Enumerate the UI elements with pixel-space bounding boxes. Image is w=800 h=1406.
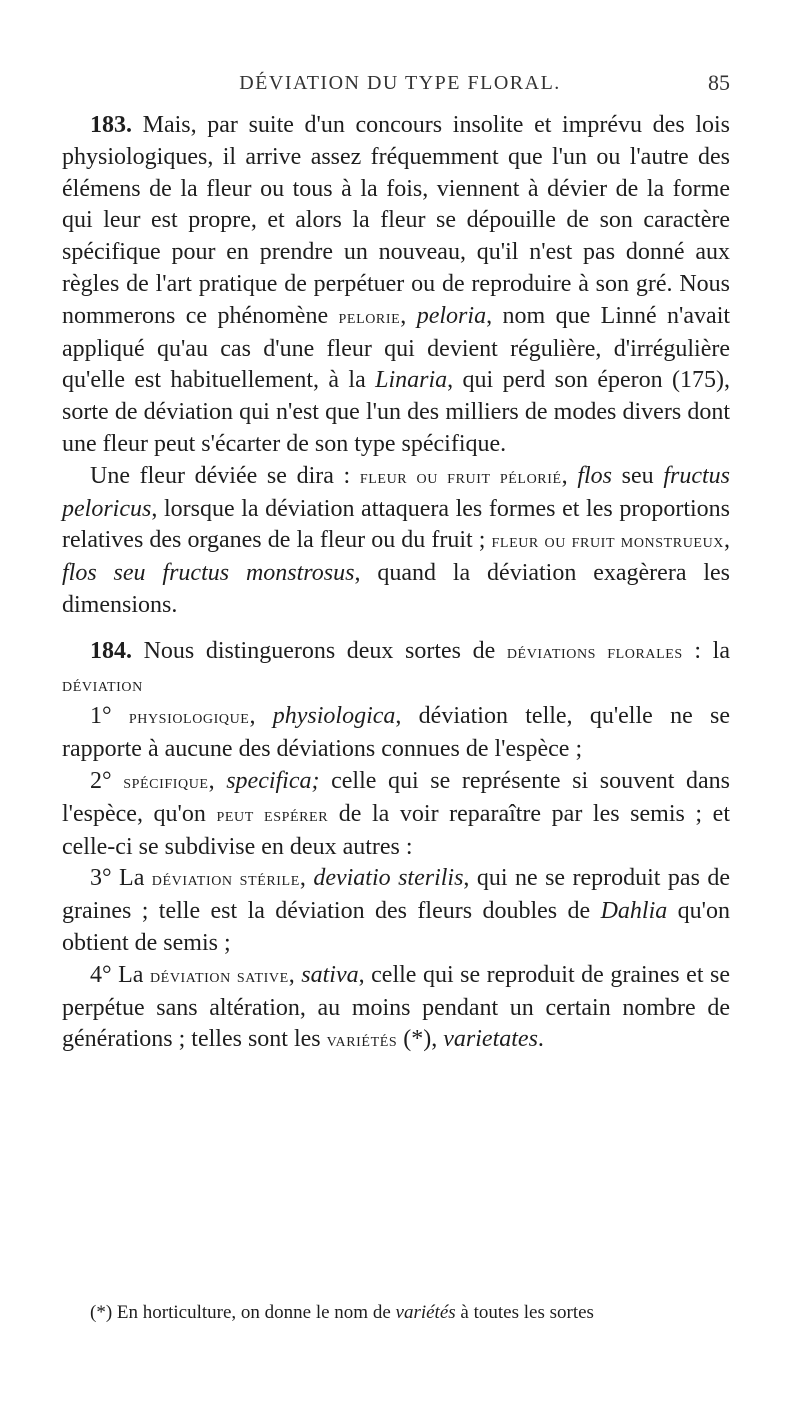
footnote <box>62 1300 742 1326</box>
text-run: (*), <box>397 1026 444 1053</box>
text-run: , <box>299 865 314 892</box>
text-run: , quand la déviation exagèrera les dimensions. <box>62 560 730 618</box>
running-title: DÉVIATION DU TYPE FLORAL. <box>239 72 561 94</box>
list-item-1 <box>62 701 730 766</box>
paragraph-184 <box>62 636 730 702</box>
text-run: . <box>537 1026 544 1053</box>
text-run: (*) En horticulture, on donne le nom de <box>90 1302 396 1323</box>
text-run: Mais, par suite d'un concours insolite et imprévu des lois physiologiques, il arrive assez fréquemment que l'un ou l'autre des élémens de la fleur ou tous à la fois, viennent à dévier de la forme qui leur est propre, et alors la fleur se dépouille de son caractère spécifique pour en prendre un nouveau, qu'il n'est pas donné aux règles de l'art pratique de perpétuer ou de reproduire à son gré. Nous nommerons ce phénomène <box>62 112 730 329</box>
text-run: 2° <box>90 767 124 794</box>
text-run: , <box>249 703 273 730</box>
text-run: de la voir reparaître par les semis ; et celle-ci se subdivise en deux autres : <box>62 800 731 860</box>
term-small-caps: peut espérer <box>216 803 329 826</box>
text-run: Une fleur déviée se dira : <box>90 462 360 489</box>
term-small-caps: déviation sative <box>149 964 289 987</box>
term-small-caps: déviations florales <box>506 640 683 663</box>
text-run: : la <box>682 637 730 664</box>
text-run: , <box>208 767 227 794</box>
paragraph-183 <box>62 110 730 461</box>
text-run: 3° La <box>90 865 152 892</box>
term-italic: sativa <box>301 961 359 988</box>
page-header <box>0 64 800 104</box>
list-item-2 <box>62 766 730 863</box>
text-run: Nous distinguerons deux sortes de <box>132 637 507 664</box>
paragraph-number: 184. <box>90 637 132 664</box>
text-run: , nom que Linné n'avait appliqué qu'au cas d'une fleur qui devient régulière, d'irrégulière qu'elle est habituellement, à la <box>62 302 731 394</box>
term-italic: deviatio sterilis <box>313 865 464 892</box>
term-small-caps: variétés <box>326 1029 398 1052</box>
term-italic: fructus peloricus <box>62 462 731 522</box>
text-run: 1° <box>90 703 129 730</box>
text-run: qu'on obtient de semis ; <box>62 898 730 956</box>
text-run: 4° La <box>90 961 150 988</box>
term-italic: varietates <box>443 1026 538 1053</box>
term-small-caps: fleur ou fruit pélorié <box>359 465 562 488</box>
text-run: , <box>288 961 302 988</box>
text-run: , lorsque la déviation attaquera les formes et les proportions relatives des organes de la fleur ou du fruit ; <box>62 495 730 554</box>
text-run: celle qui se représente si souvent dans l'espèce, qu'on <box>62 767 731 827</box>
term-italic: Dahlia <box>600 898 668 925</box>
term-italic: specifica; <box>226 767 320 794</box>
term-small-caps: physiologique <box>128 706 250 729</box>
term-italic: flos <box>577 462 613 489</box>
text-run: , qui ne se reproduit pas de graines ; telle est la déviation des fleurs doubles de <box>62 865 731 925</box>
term-small-caps: spécifique <box>123 770 209 793</box>
text-run: , <box>561 462 578 489</box>
term-italic: Linaria <box>375 367 448 394</box>
footnote-text <box>62 1300 742 1326</box>
term-small-caps: déviation stérile <box>151 868 300 891</box>
page-number: 85 <box>708 70 730 95</box>
paragraph-definition <box>62 461 730 622</box>
list-item-3 <box>62 863 730 959</box>
term-small-caps: fleur ou fruit monstrueux <box>491 530 724 553</box>
text-run: , <box>400 302 417 329</box>
text-run: à toutes les sortes <box>455 1302 594 1323</box>
text-run: , celle qui se reproduit de graines et se perpétue sans altération, au moins pendant un certain nombre de générations ; telles sont les <box>62 961 731 1053</box>
body-text <box>62 110 730 1057</box>
text-run: seu <box>612 462 664 489</box>
term-italic: peloria <box>416 302 487 329</box>
term-italic: variétés <box>395 1302 456 1323</box>
text-run: , qui perd son éperon (175), sorte de déviation qui n'est que l'un des milliers de modes divers dont une fleur peut s'écarter de son type spécifique. <box>62 367 730 457</box>
term-italic: physiologica <box>272 703 396 730</box>
list-item-4 <box>62 960 730 1057</box>
term-small-caps: pelorie <box>338 305 401 328</box>
term-italic: flos seu fructus monstrosus <box>62 560 355 587</box>
term-small-caps: déviation <box>62 673 143 696</box>
text-run: , déviation telle, qu'elle ne se rapporte à aucune des déviations connues de l'espèce ; <box>62 703 730 763</box>
paragraph-number: 183. <box>90 112 132 138</box>
text-run: , <box>724 527 730 554</box>
